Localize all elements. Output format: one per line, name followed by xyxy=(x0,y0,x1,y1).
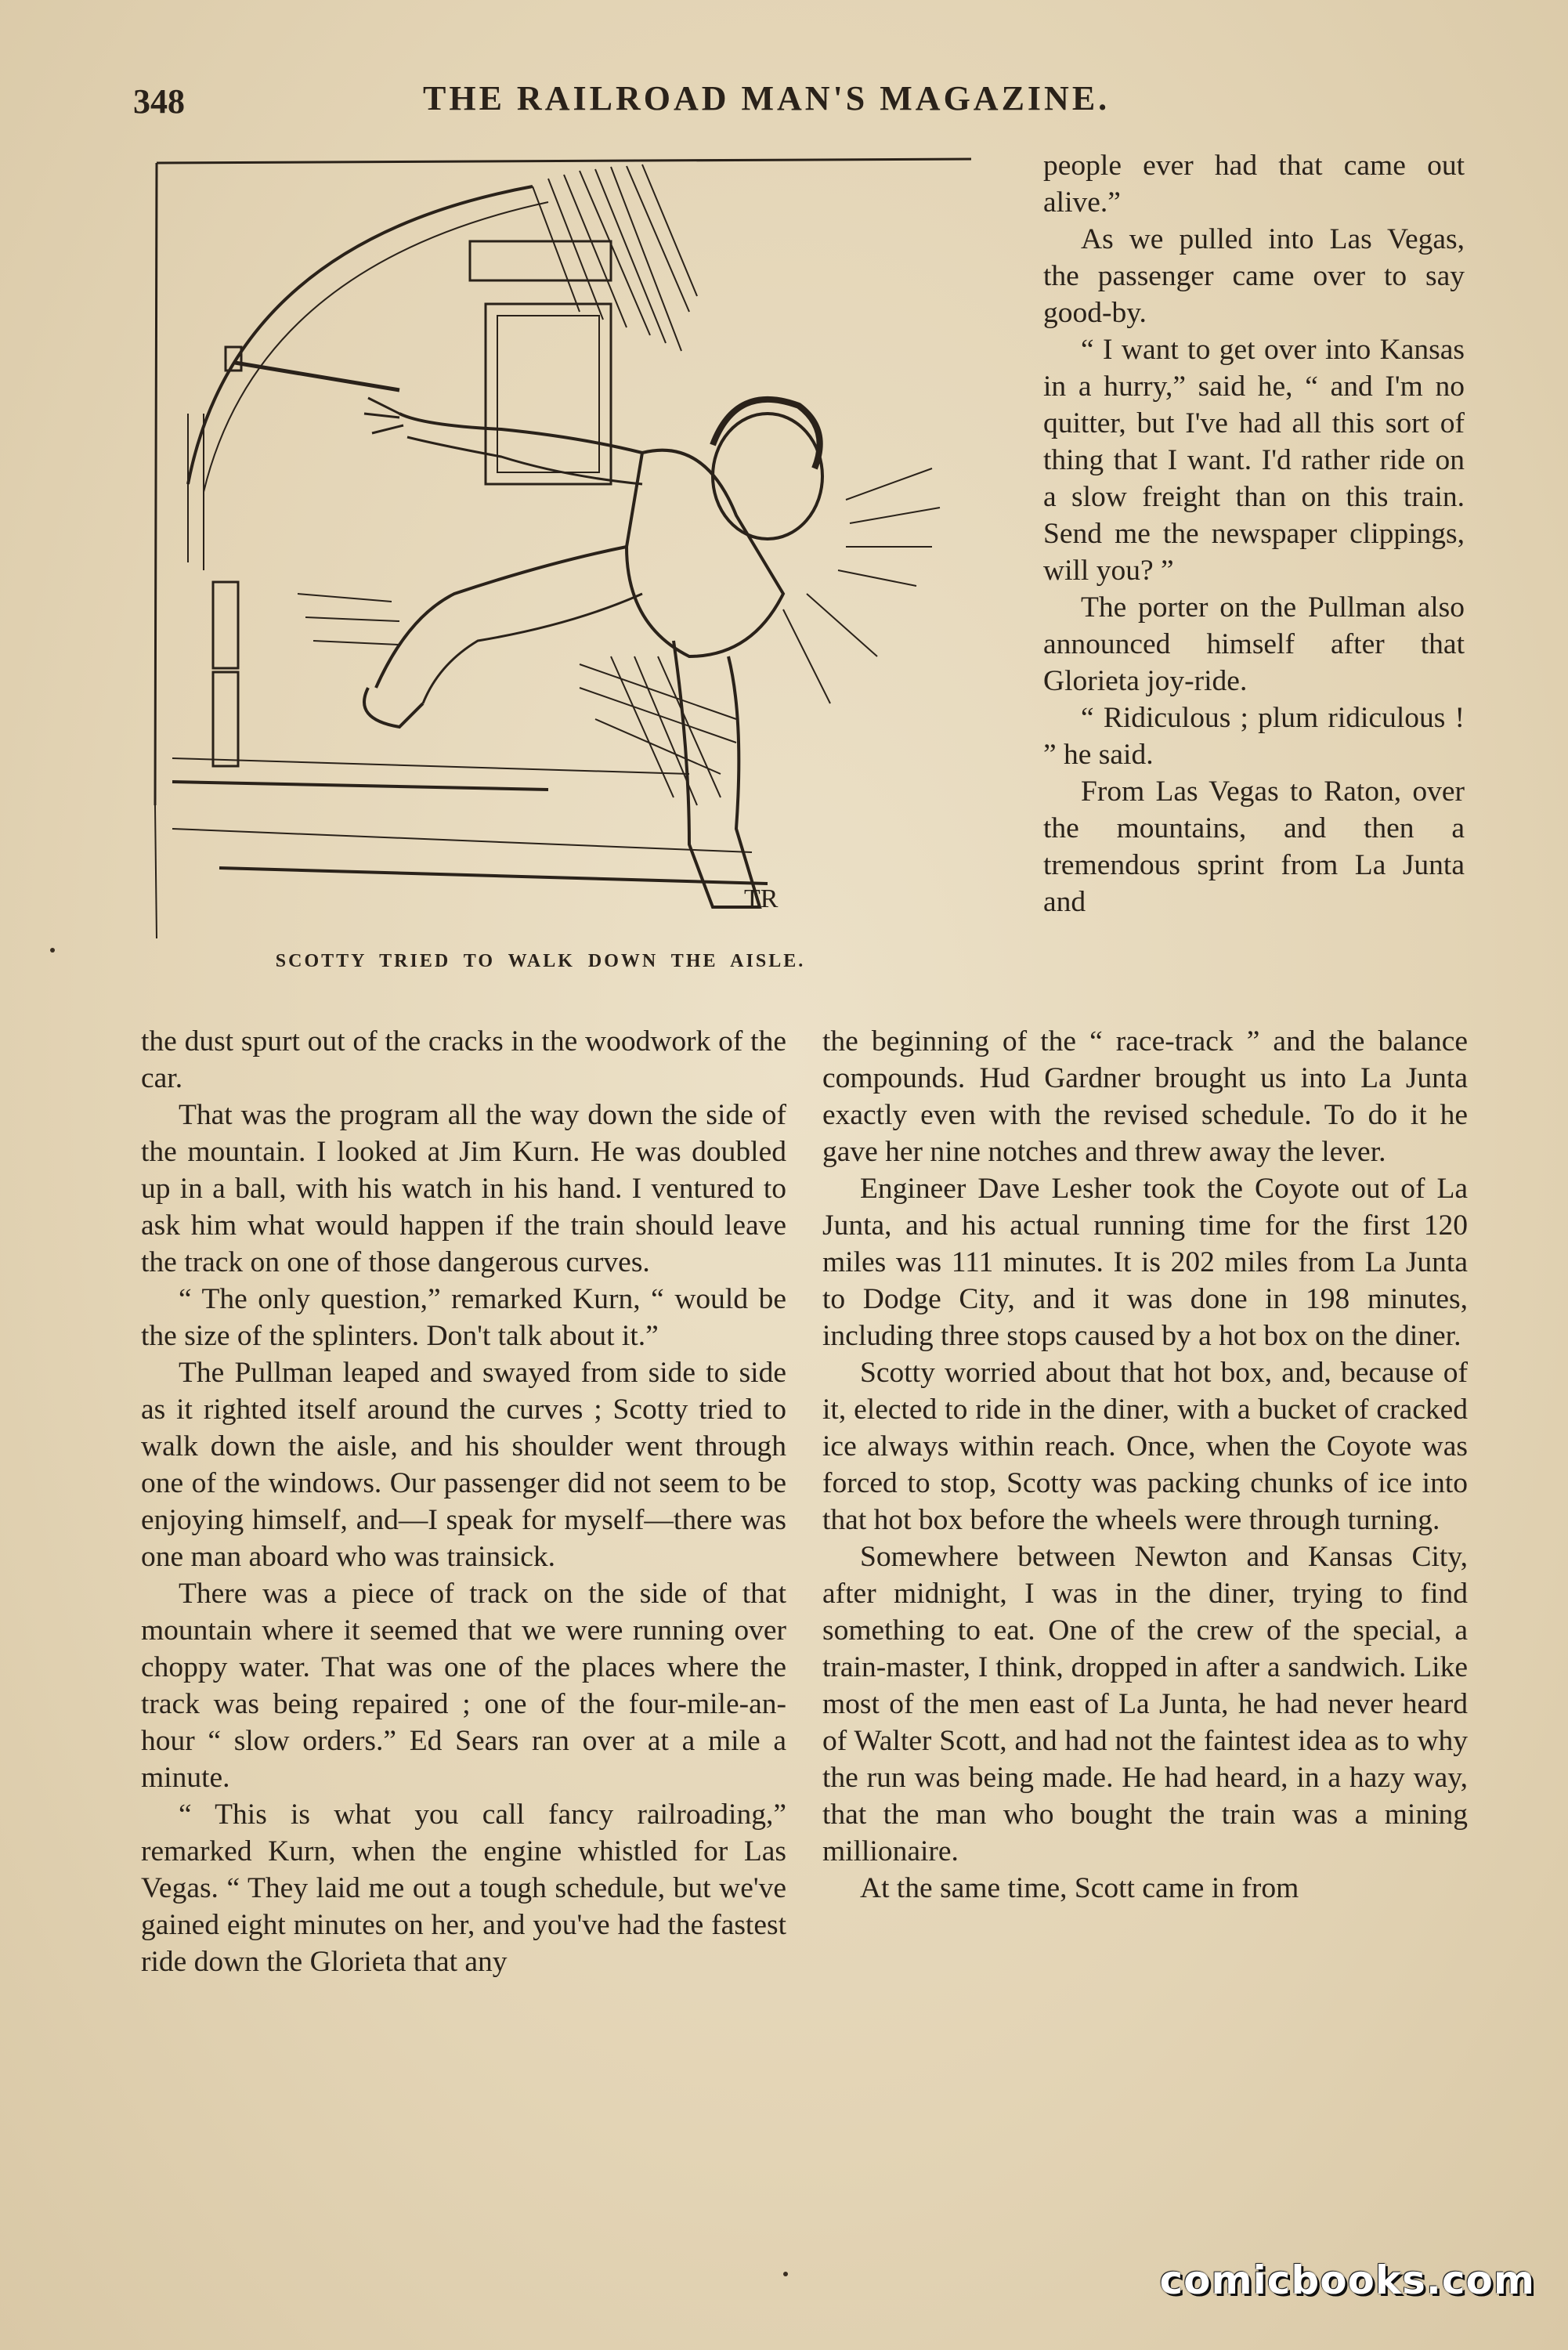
paragraph: As we pulled into Las Vegas, the passenger came over to say good-by. xyxy=(1043,223,1465,329)
paragraph: “ This is what you call fancy railroading,” remarked Kurn, when the engine whistled for Las Vegas. “ They laid me out a tough schedule, but we've gained eight minutes on her, and you've had the fastest ride down the Glorieta that any xyxy=(141,1799,786,1978)
print-speck xyxy=(783,2272,788,2276)
column-right xyxy=(822,1023,1468,1907)
illustration-signature: TR xyxy=(744,884,779,913)
paragraph: Engineer Dave Lesher took the Coyote out of La Junta, and his actual running time for the first 120 miles was 111 minutes. It is 202 miles from La Junta to Dodge City, and it was done in 198 minutes, including three stops caused by a hot box on the diner. xyxy=(822,1173,1468,1352)
column-top-right xyxy=(1043,147,1465,920)
paragraph: Scotty worried about that hot box, and, because of it, elected to ride in the diner, with a bucket of cracked ice always within reach. Once, when the Coyote was forced to stop, Scotty was packing chunks of ice into that hot box before the wheels were through turning. xyxy=(822,1357,1468,1536)
paragraph: people ever had that came out alive.” xyxy=(1043,150,1465,219)
running-head: THE RAILROAD MAN'S MAGAZINE. xyxy=(423,79,1111,118)
paragraph: From Las Vegas to Raton, over the mountains, and then a tremendous sprint from La Junta and xyxy=(1043,776,1465,918)
column-left xyxy=(141,1023,786,1980)
paragraph: the beginning of the “ race-track ” and the balance compounds. Hud Gardner brought us into La Junta exactly even with the revised schedule. To do it he gave her nine notches and threw away the lever. xyxy=(822,1025,1468,1168)
page-number: 348 xyxy=(133,82,185,121)
illustration-drawing xyxy=(141,155,995,940)
paragraph: That was the program all the way down the side of the mountain. I looked at Jim Kurn. He was doubled up in a ball, with his watch in his hand. I ventured to ask him what would happen if the train should leave the track on one of those dangerous curves. xyxy=(141,1099,786,1278)
illustration-caption: SCOTTY TRIED TO WALK DOWN THE AISLE. xyxy=(275,951,806,971)
paragraph: “ Ridiculous ; plum ridiculous ! ” he said. xyxy=(1043,702,1465,771)
paragraph: Somewhere between Newton and Kansas City, after midnight, I was in the diner, trying to find something to eat. One of the crew of the special, a train-master, I think, dropped in after a sandwich. Like most of the men east of La Junta, he had never heard of Walter Scott, and had not the faintest idea as to why the run was being made. He had heard, in a hazy way, that the man who bought the train was a mining millionaire. xyxy=(822,1541,1468,1867)
watermark-logo: comicbooks.com xyxy=(1159,2258,1535,2303)
print-speck xyxy=(50,948,55,953)
paragraph: At the same time, Scott came in from xyxy=(860,1872,1299,1904)
paragraph: “ I want to get over into Kansas in a hurry,” said he, “ and I'm no quitter, but I've had all this sort of thing that I want. I'd rather ride on a slow freight than on this train. Send me the newspaper clippings, will you? ” xyxy=(1043,334,1465,587)
paragraph: The porter on the Pullman also announced himself after that Glorieta joy-ride. xyxy=(1043,591,1465,697)
paragraph: There was a piece of track on the side of that mountain where it seemed that we were running over choppy water. That was one of the places where the track was being repaired ; one of the four-mile-an-hour “ slow orders.” Ed Sears ran over at a mile a minute. xyxy=(141,1578,786,1794)
paragraph: The Pullman leaped and swayed from side to side as it righted itself around the curves ; Scotty tried to walk down the aisle, and his shoulder went through one of the windows. Our passenger did not seem to be enjoying himself, and—I speak for myself—there was one man aboard who was trainsick. xyxy=(141,1357,786,1573)
paragraph: “ The only question,” remarked Kurn, “ would be the size of the splinters. Don't talk about it.” xyxy=(141,1283,786,1352)
illustration xyxy=(141,155,995,940)
paragraph: the dust spurt out of the cracks in the woodwork of the car. xyxy=(141,1025,786,1094)
